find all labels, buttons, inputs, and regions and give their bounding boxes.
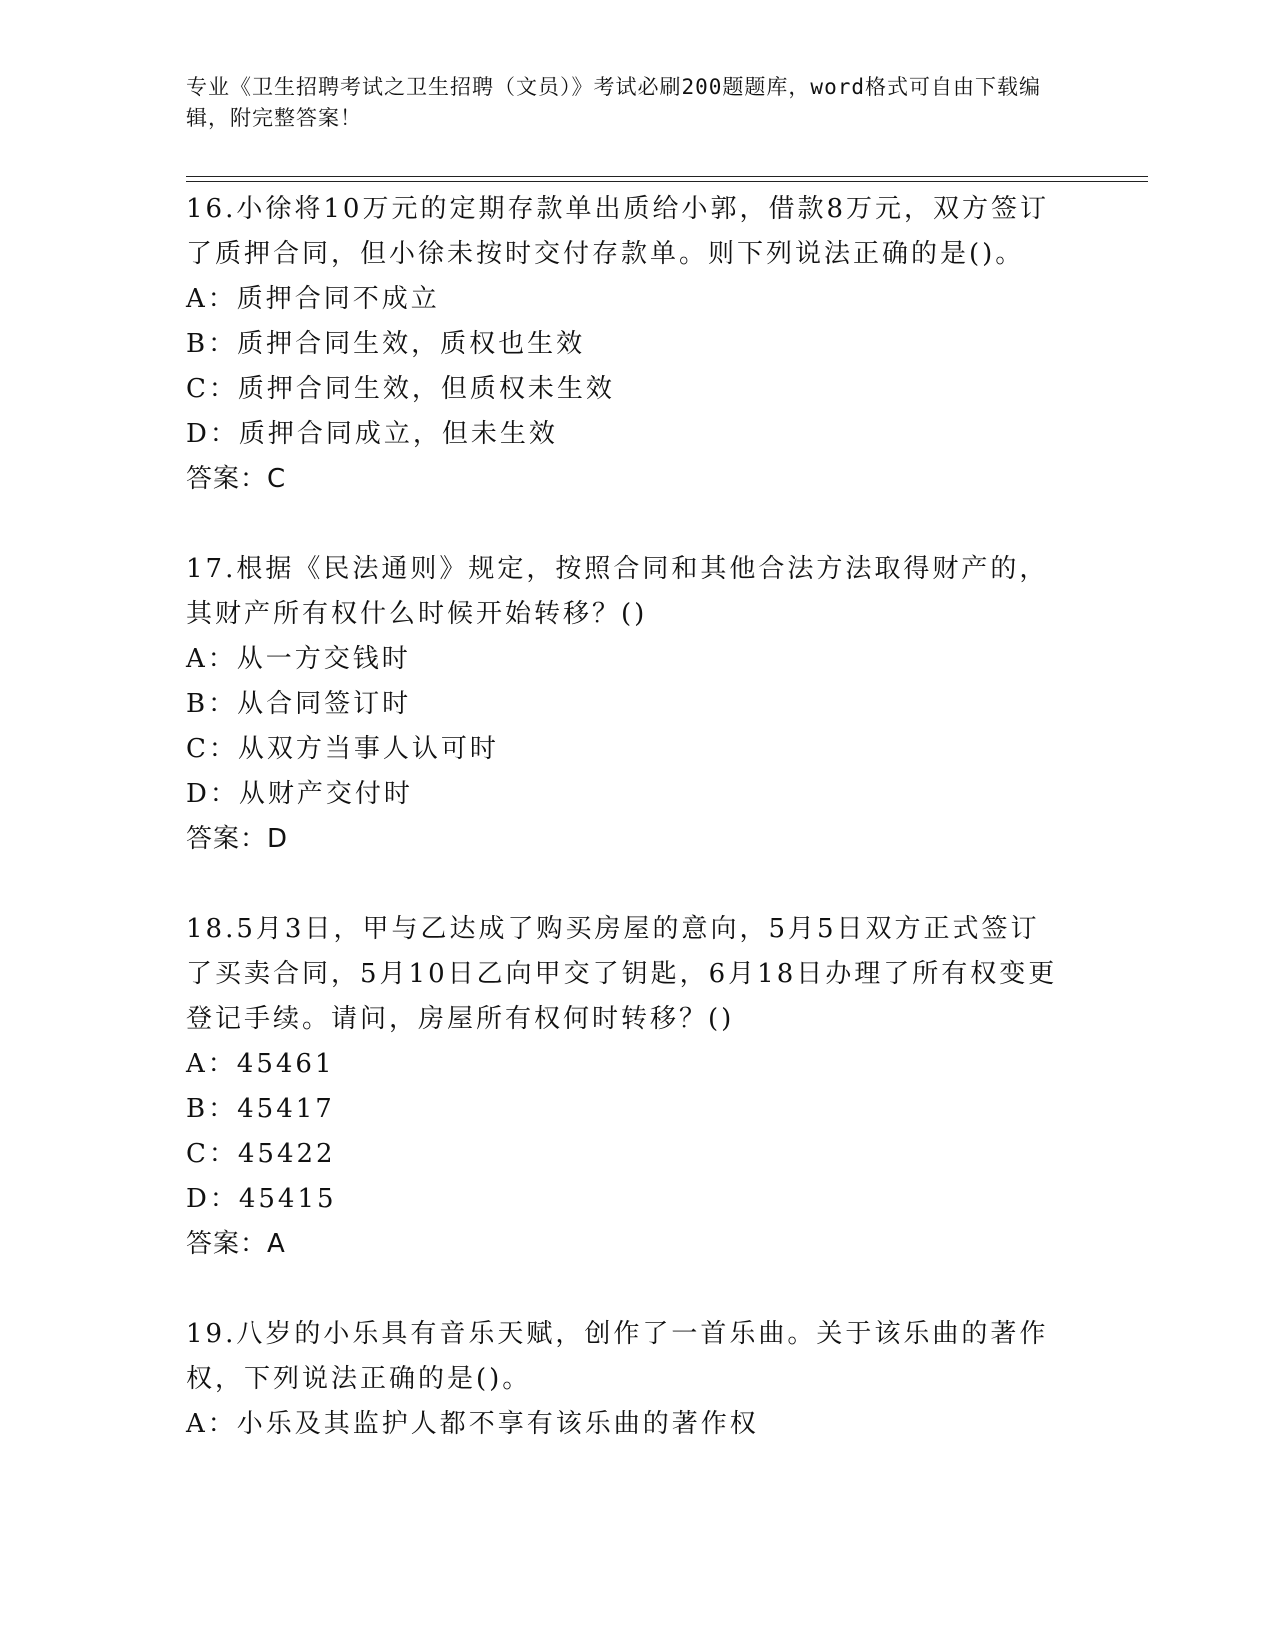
question-17	[186, 547, 1066, 862]
option-d: D：从财产交付时	[186, 779, 413, 809]
option-b: B：质押合同生效，质权也生效	[186, 329, 586, 359]
answer-line: 答案：C	[186, 464, 287, 494]
option-a: A：45461	[186, 1049, 335, 1079]
answer-line: 答案：A	[186, 1229, 286, 1259]
question-list	[186, 187, 1066, 1492]
option-c: C：45422	[186, 1139, 336, 1169]
option-a: A：质押合同不成立	[186, 284, 440, 314]
option-a: A：从一方交钱时	[186, 644, 411, 674]
header-divider-top	[186, 176, 1148, 177]
option-b: B：45417	[186, 1094, 335, 1124]
question-number: 19.	[186, 1319, 237, 1349]
question-16	[186, 187, 1066, 502]
question-stem	[186, 547, 1066, 637]
question-text: 八岁的小乐具有音乐天赋，创作了一首乐曲。关于该乐曲的著作权，下列说法正确的是()。	[186, 1319, 1049, 1394]
question-stem	[186, 187, 1066, 277]
option-b: B：从合同签订时	[186, 689, 412, 719]
option-d: D：质押合同成立，但未生效	[186, 419, 558, 449]
question-stem	[186, 907, 1066, 1042]
question-text: 5月3日，甲与乙达成了购买房屋的意向，5月5日双方正式签订了买卖合同，5月10日乙向甲交了钥匙，6月18日办理了所有权变更登记手续。请问，房屋所有权何时转移？()	[186, 914, 1058, 1034]
header-divider-bottom	[186, 181, 1148, 182]
option-c: C：质押合同生效，但质权未生效	[186, 374, 615, 404]
question-18	[186, 907, 1066, 1267]
option-c: C：从双方当事人认可时	[186, 734, 499, 764]
answer-line: 答案：D	[186, 824, 289, 854]
document-header: 专业《卫生招聘考试之卫生招聘（文员）》考试必刷200题题库，word格式可自由下载编辑，附完整答案！	[186, 75, 1041, 130]
question-19	[186, 1312, 1066, 1447]
question-number: 16.	[186, 194, 237, 224]
question-text: 小徐将10万元的定期存款单出质给小郭，借款8万元，双方签订了质押合同，但小徐未按时交付存款单。则下列说法正确的是()。	[186, 194, 1049, 269]
question-number: 17.	[186, 554, 237, 584]
question-number: 18.	[186, 914, 237, 944]
question-text: 根据《民法通则》规定，按照合同和其他合法方法取得财产的，其财产所有权什么时候开始转移？()	[186, 554, 1049, 629]
question-stem	[186, 1312, 1066, 1402]
option-d: D：45415	[186, 1184, 337, 1214]
option-a: A：小乐及其监护人都不享有该乐曲的著作权	[186, 1409, 759, 1439]
